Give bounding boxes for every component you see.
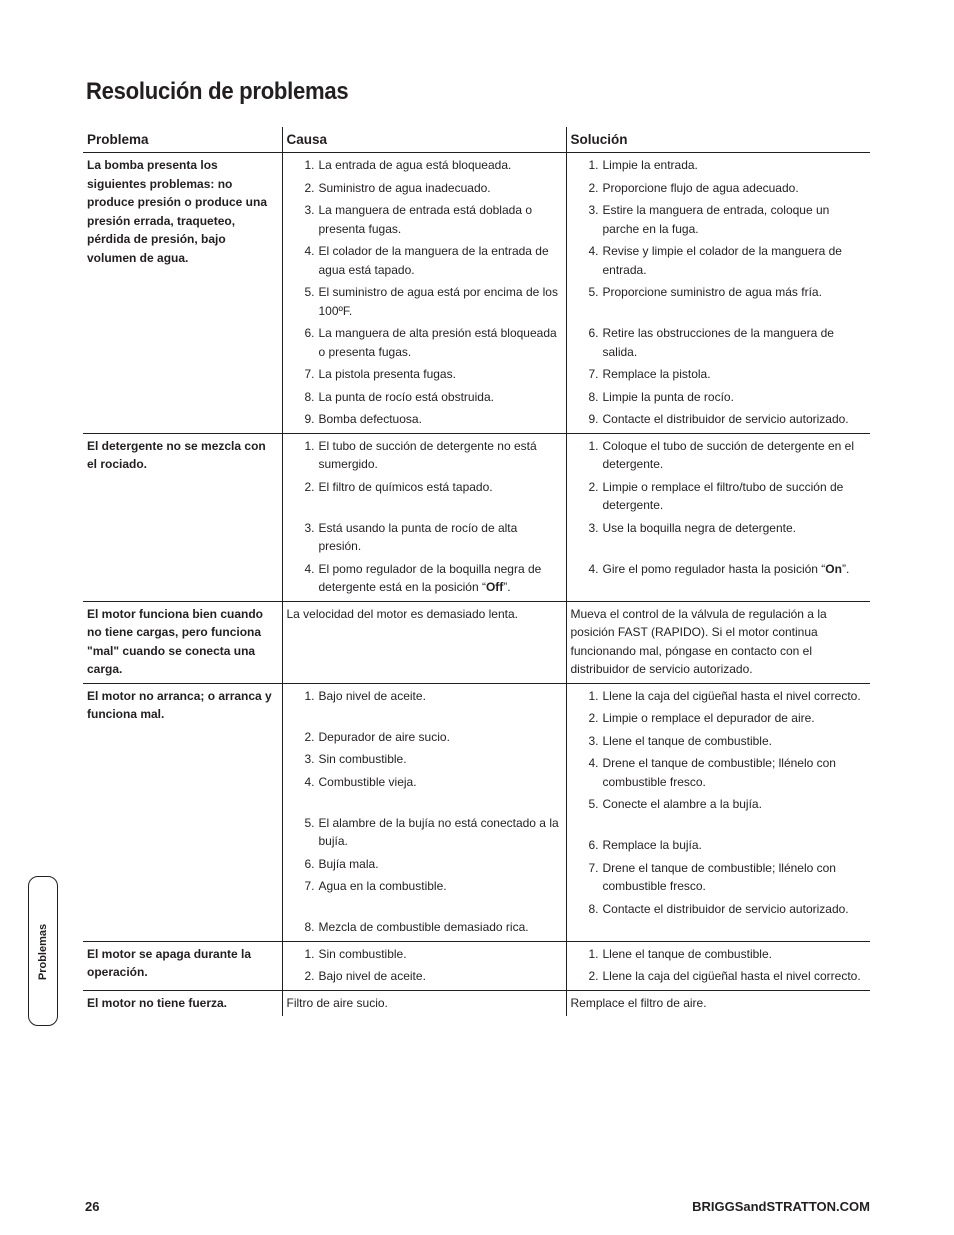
item-text: Use la boquilla negra de detergente. (602, 520, 796, 535)
item-number: 3. (304, 752, 315, 766)
cause-list (287, 687, 562, 937)
table-row (83, 683, 870, 941)
list-item (571, 709, 867, 728)
table-row (83, 433, 870, 601)
item-number: 1. (304, 946, 315, 961)
list-item (287, 877, 562, 914)
item-number: 1. (588, 688, 599, 703)
item-number: 1. (588, 946, 599, 961)
item-number: 7. (588, 367, 599, 381)
list-item (287, 388, 562, 407)
item-number: 8. (304, 920, 315, 934)
item-text: Proporcione suministro de agua más fría. (602, 285, 822, 299)
list-item (287, 855, 562, 874)
problem-cell: El motor no tiene fuerza. (87, 995, 228, 1010)
item-number: 1. (588, 158, 599, 172)
list-item (571, 967, 867, 986)
list-item (571, 859, 867, 896)
list-item (287, 560, 562, 597)
list-item (571, 795, 867, 832)
header-solution: Solución (566, 127, 870, 153)
item-number: 8. (588, 389, 599, 404)
list-item (571, 410, 867, 429)
spacer (319, 705, 562, 724)
problem-cell: El motor no arranca; o arranca y funciona mal. (87, 688, 272, 721)
table-row (83, 941, 870, 990)
list-item (571, 365, 867, 384)
item-text: Retire las obstrucciones de la manguera de salida. (602, 326, 834, 359)
item-text: La entrada de agua está bloqueada. (318, 158, 512, 172)
list-item (287, 967, 562, 986)
item-text: El filtro de químicos está tapado. (318, 479, 493, 494)
list-item (571, 156, 867, 175)
problem-cell: La bomba presenta los siguientes problemas: no produce presión o produce una presión errada, traqueteo, pérdida de presión, bajo volumen de agua. (87, 158, 268, 265)
item-number: 3. (304, 520, 315, 535)
list-item (287, 750, 562, 769)
item-text: Bajo nivel de aceite. (318, 969, 426, 983)
list-item (571, 388, 867, 407)
item-text: Coloque el tubo de succión de detergente en el detergente. (602, 438, 855, 471)
item-text: El suministro de agua está por encima de los 100ºF. (318, 285, 558, 318)
item-text: El colador de la manguera de la entrada de agua está tapado. (318, 244, 549, 277)
item-number: 4. (304, 774, 315, 789)
item-number: 1. (588, 438, 599, 453)
item-number: 6. (588, 838, 599, 852)
spacer (603, 537, 867, 556)
item-number: 4. (304, 244, 315, 258)
position-value: Off (485, 580, 504, 594)
item-text: Agua en la combustible. (318, 879, 447, 893)
item-number: 2. (588, 180, 599, 195)
list-item (571, 283, 867, 320)
spacer (319, 496, 562, 515)
item-number: 5. (588, 797, 599, 811)
list-item (287, 283, 562, 320)
item-number: 1. (304, 438, 315, 453)
spacer (319, 791, 562, 810)
header-problem: Problema (83, 127, 282, 153)
item-text: El pomo regulador de la boquilla negra de detergente está en la posición “Off”. (318, 561, 542, 594)
item-text: Contacte el distribuidor de servicio autorizado. (602, 901, 849, 916)
cause-cell: Filtro de aire sucio. (282, 990, 566, 1016)
list-item (287, 179, 562, 198)
item-number: 5. (304, 815, 315, 830)
item-number: 2. (304, 969, 315, 983)
cause-list (287, 945, 562, 986)
list-item (571, 732, 867, 751)
item-number: 3. (304, 203, 315, 217)
list-item (571, 687, 867, 706)
item-text: Limpie la entrada. (602, 158, 698, 172)
item-number: 2. (304, 180, 315, 195)
solution-cell: Remplace el filtro de aire. (566, 990, 870, 1016)
item-number: 1. (304, 688, 315, 703)
item-text: Contacte el distribuidor de servicio autorizado. (602, 412, 849, 426)
list-item (571, 324, 867, 361)
item-number: 9. (588, 412, 599, 426)
item-number: 5. (304, 285, 315, 299)
list-item (287, 201, 562, 238)
list-item (571, 478, 867, 515)
item-number: 4. (304, 561, 315, 576)
list-item (287, 365, 562, 384)
item-text: Suministro de agua inadecuado. (318, 180, 491, 195)
item-text: Llene el tanque de combustible. (602, 946, 772, 961)
item-number: 8. (588, 901, 599, 916)
problem-cell: El detergente no se mezcla con el rociado. (87, 438, 266, 471)
list-item (287, 478, 562, 515)
item-number: 7. (304, 367, 315, 381)
item-number: 7. (304, 879, 315, 893)
item-number: 6. (588, 326, 599, 340)
list-item (571, 201, 867, 238)
item-text: Limpie la punta de rocío. (602, 389, 734, 404)
header-cause: Causa (282, 127, 566, 153)
item-text: Depurador de aire sucio. (318, 729, 450, 744)
item-number: 6. (304, 326, 315, 340)
list-item (571, 836, 867, 855)
item-text: Bajo nivel de aceite. (318, 688, 426, 703)
item-number: 2. (588, 969, 599, 983)
item-number: 2. (304, 729, 315, 744)
list-item (287, 814, 562, 851)
list-item (287, 918, 562, 937)
website-url: BRIGGSandSTRATTON.COM (692, 1199, 870, 1214)
cause-cell (282, 153, 566, 434)
item-number: 3. (588, 733, 599, 748)
cause-cell (282, 941, 566, 990)
side-tab-label: Problemas (37, 923, 49, 981)
list-item (571, 754, 867, 791)
item-text: Drene el tanque de combustible; llénelo con combustible fresco. (602, 756, 836, 789)
item-text: Conecte el alambre a la bujía. (602, 797, 762, 811)
list-item (571, 945, 867, 964)
item-text: Llene el tanque de combustible. (602, 733, 772, 748)
cause-cell (282, 683, 566, 941)
item-number: 3. (588, 520, 599, 535)
list-item (287, 437, 562, 474)
item-text: Drene el tanque de combustible; llénelo con combustible fresco. (602, 860, 836, 893)
page-number: 26 (85, 1199, 100, 1214)
item-text: El tubo de succión de detergente no está sumergido. (318, 438, 537, 471)
list-item (287, 773, 562, 810)
item-text: Sin combustible. (318, 752, 407, 766)
list-item (287, 324, 562, 361)
solution-cell (566, 941, 870, 990)
item-number: 8. (304, 389, 315, 404)
item-text: Gire el pomo regulador hasta la posición “On”. (602, 561, 850, 576)
item-text: La punta de rocío está obstruida. (318, 389, 494, 404)
item-text: Está usando la punta de rocío de alta presión. (318, 520, 518, 553)
item-text: Combustible vieja. (318, 774, 417, 789)
item-number: 9. (304, 412, 315, 426)
item-number: 2. (588, 479, 599, 494)
position-value: On (825, 561, 842, 576)
spacer (603, 814, 867, 833)
list-item (571, 437, 867, 474)
cause-list (287, 156, 562, 429)
item-text: Llene la caja del cigüeñal hasta el nivel correcto. (602, 969, 861, 983)
list-item (287, 945, 562, 964)
list-item (571, 560, 867, 579)
solution-cell (566, 683, 870, 941)
table-row (83, 601, 870, 683)
spacer (603, 302, 867, 321)
item-text: Bomba defectuosa. (318, 412, 422, 426)
list-item (287, 156, 562, 175)
solution-list (571, 437, 867, 579)
list-item (571, 519, 867, 556)
solution-cell (566, 153, 870, 434)
table-row (83, 153, 870, 434)
cause-list (287, 437, 562, 597)
item-text: Mezcla de combustible demasiado rica. (318, 920, 529, 934)
item-text: Proporcione flujo de agua adecuado. (602, 180, 799, 195)
item-number: 4. (588, 561, 599, 576)
item-text: La pistola presenta fugas. (318, 367, 456, 381)
problem-cell: El motor funciona bien cuando no tiene cargas, pero funciona "mal" cuando se conecta una carga. (87, 606, 264, 676)
item-text: Revise y limpie el colador de la manguera de entrada. (602, 244, 842, 277)
problem-cell: El motor se apaga durante la operación. (87, 946, 252, 979)
item-text: Sin combustible. (318, 946, 407, 961)
list-item (571, 179, 867, 198)
list-item (287, 687, 562, 724)
item-number: 6. (304, 856, 315, 871)
cause-cell: La velocidad del motor es demasiado lenta. (282, 601, 566, 683)
solution-list (571, 156, 867, 429)
item-number: 7. (588, 860, 599, 875)
solution-cell: Mueva el control de la válvula de regulación a la posición FAST (RAPIDO). Si el motor continua funcionando mal, póngase en contacto con el distribuidor de servicio autorizado. (566, 601, 870, 683)
item-text: Limpie o remplace el depurador de aire. (602, 711, 815, 725)
item-text: Llene la caja del cigüeñal hasta el nivel correcto. (602, 688, 861, 703)
item-text: La manguera de alta presión está bloqueada o presenta fugas. (318, 326, 557, 359)
item-number: 1. (304, 158, 315, 172)
solution-cell (566, 433, 870, 601)
item-text: Bujía mala. (318, 856, 379, 871)
item-text: Estire la manguera de entrada, coloque un parche en la fuga. (602, 203, 830, 236)
list-item (287, 519, 562, 556)
item-number: 4. (588, 756, 599, 770)
list-item (287, 728, 562, 747)
table-row (83, 990, 870, 1016)
item-number: 3. (588, 203, 599, 217)
solution-list (571, 687, 867, 919)
troubleshooting-table (83, 127, 870, 1016)
solution-list (571, 945, 867, 986)
list-item (287, 242, 562, 279)
item-number: 2. (588, 711, 599, 725)
page-title: Resolución de problemas (86, 78, 349, 105)
item-text: Limpie o remplace el filtro/tubo de succión de detergente. (602, 479, 844, 512)
table-header-row (83, 127, 870, 153)
item-number: 5. (588, 285, 599, 299)
item-text: La manguera de entrada está doblada o presenta fugas. (318, 203, 532, 236)
item-number: 2. (304, 479, 315, 494)
cause-cell (282, 433, 566, 601)
item-number: 4. (588, 244, 599, 258)
spacer (319, 896, 562, 915)
item-text: El alambre de la bujía no está conectado a la bujía. (318, 815, 559, 848)
list-item (287, 410, 562, 429)
item-text: Remplace la pistola. (602, 367, 711, 381)
list-item (571, 242, 867, 279)
list-item (571, 900, 867, 919)
item-text: Remplace la bujía. (602, 838, 702, 852)
